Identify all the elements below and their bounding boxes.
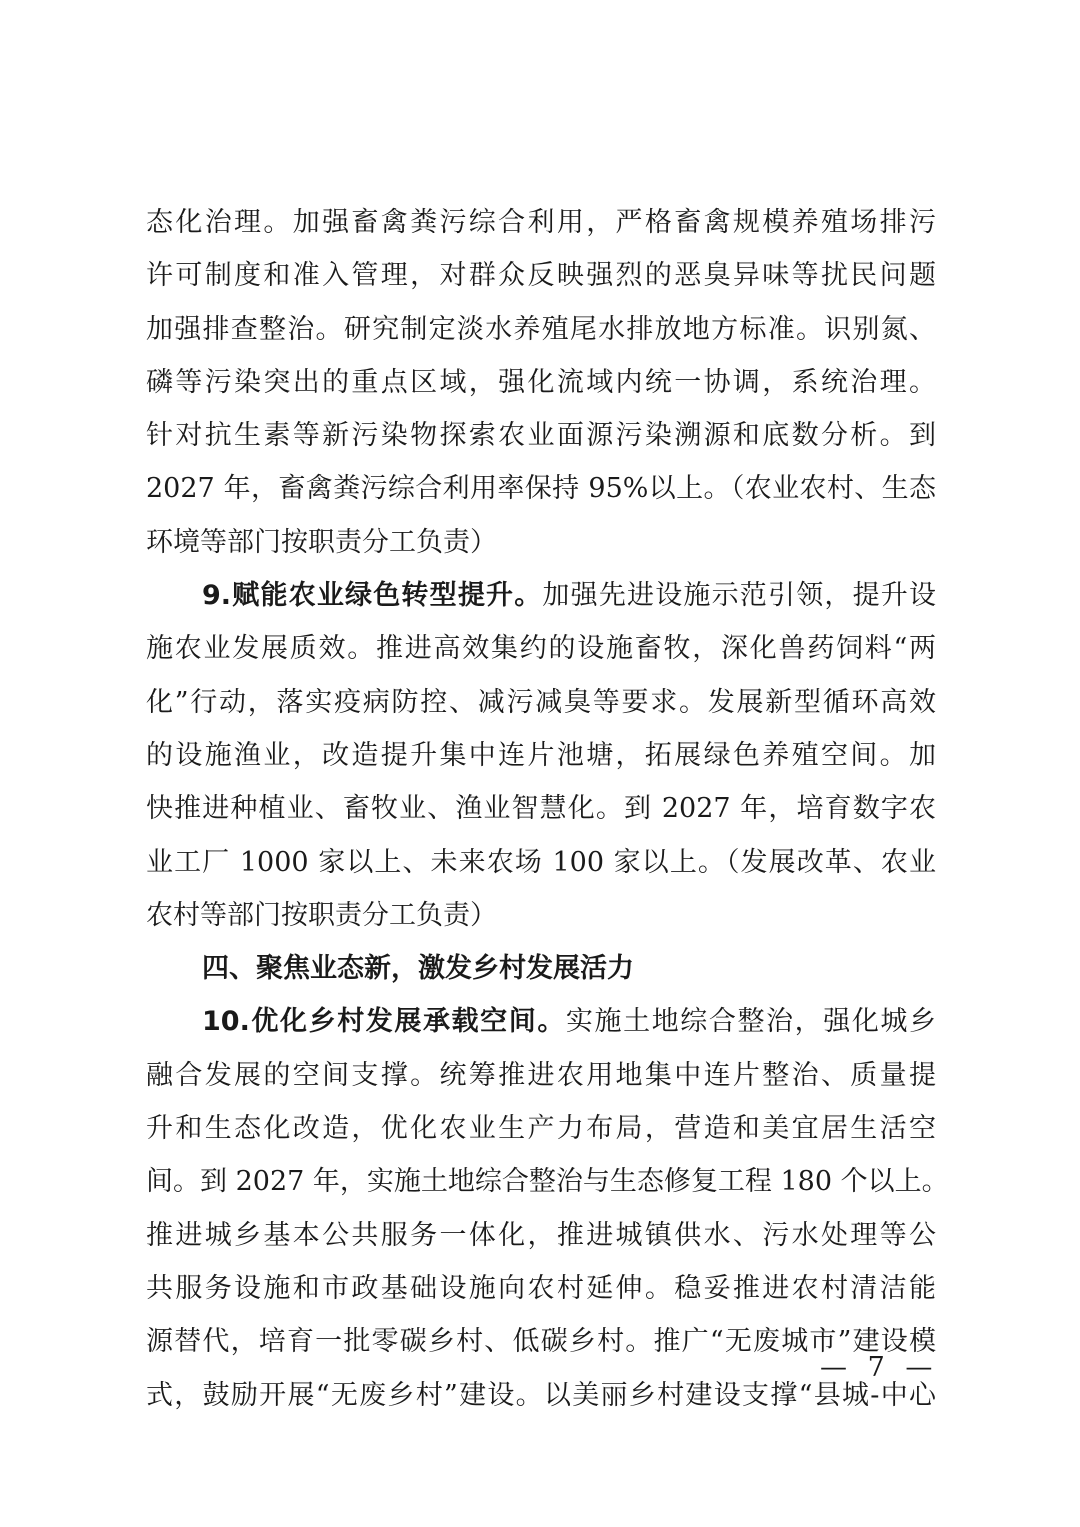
text-line: 的设施渔业，改造提升集中连片池塘，拓展绿色养殖空间。加: [146, 739, 936, 771]
text-line: 农村等部门按职责分工负责）: [146, 899, 497, 931]
text-line: 共服务设施和市政基础设施向农村延伸。稳妥推进农村清洁能: [146, 1272, 936, 1304]
text-line: 环境等部门按职责分工负责）: [146, 526, 497, 558]
page-number: — 7 —: [820, 1352, 939, 1383]
text-line: 加强排查整治。研究制定淡水养殖尾水排放地方标准。识别氮、: [146, 313, 936, 345]
item-10-first-line: 实施土地综合整治，强化城乡: [565, 1006, 936, 1038]
paragraph-item-9: [146, 569, 936, 942]
paragraph-livestock-pollution: [146, 196, 936, 569]
text-line: 许可制度和准入管理，对群众反映强烈的恶臭异味等扰民问题: [146, 260, 936, 292]
text-line: 式，鼓励开展“无废乡村”建设。以美丽乡村建设支撑“县城-中心: [146, 1379, 936, 1411]
text-line: 推进城乡基本公共服务一体化，推进城镇供水、污水处理等公: [146, 1219, 936, 1251]
item-10-title: 10.优化乡村发展承载空间。: [202, 1006, 566, 1038]
text-line: 施农业发展质效。推进高效集约的设施畜牧，深化兽药饲料“两: [146, 633, 936, 665]
text-line: 间。到 2027 年，实施土地综合整治与生态修复工程 180 个以上。: [146, 1166, 949, 1198]
text-line: 业工厂 1000 家以上、未来农场 100 家以上。（发展改革、农业: [146, 846, 936, 878]
text-line: 针对抗生素等新污染物探索农业面源污染溯源和底数分析。到: [146, 420, 936, 452]
text-line: [146, 569, 936, 622]
text-line: 快推进种植业、畜牧业、渔业智慧化。到 2027 年，培育数字农: [146, 793, 936, 825]
text-line: 融合发展的空间支撑。统筹推进农用地集中连片整治、质量提: [146, 1059, 936, 1091]
text-line: 2027 年，畜禽粪污综合利用率保持 95%以上。（农业农村、生态: [146, 473, 936, 505]
document-body: [146, 196, 949, 1422]
text-line: 源替代，培育一批零碳乡村、低碳乡村。推广“无废城市”建设模: [146, 1326, 936, 1358]
text-line: 化”行动，落实疫病防控、减污减臭等要求。发展新型循环高效: [146, 686, 936, 718]
section-heading: 四、聚焦业态新，激发乡村发展活力: [202, 953, 634, 985]
text-line: 磷等污染突出的重点区域，强化流域内统一协调，系统治理。: [146, 366, 936, 398]
text-line: 态化治理。加强畜禽粪污综合利用，严格畜禽规模养殖场排污: [146, 207, 936, 238]
item-9-first-line: 加强先进设施示范引领，提升设: [542, 580, 936, 612]
text-line: 升和生态化改造，优化农业生产力布局，营造和美宜居生活空: [146, 1113, 936, 1145]
text-line: [146, 995, 936, 1048]
item-9-title: 9.赋能农业绿色转型提升。: [202, 580, 543, 612]
paragraph-item-10: [146, 995, 949, 1421]
